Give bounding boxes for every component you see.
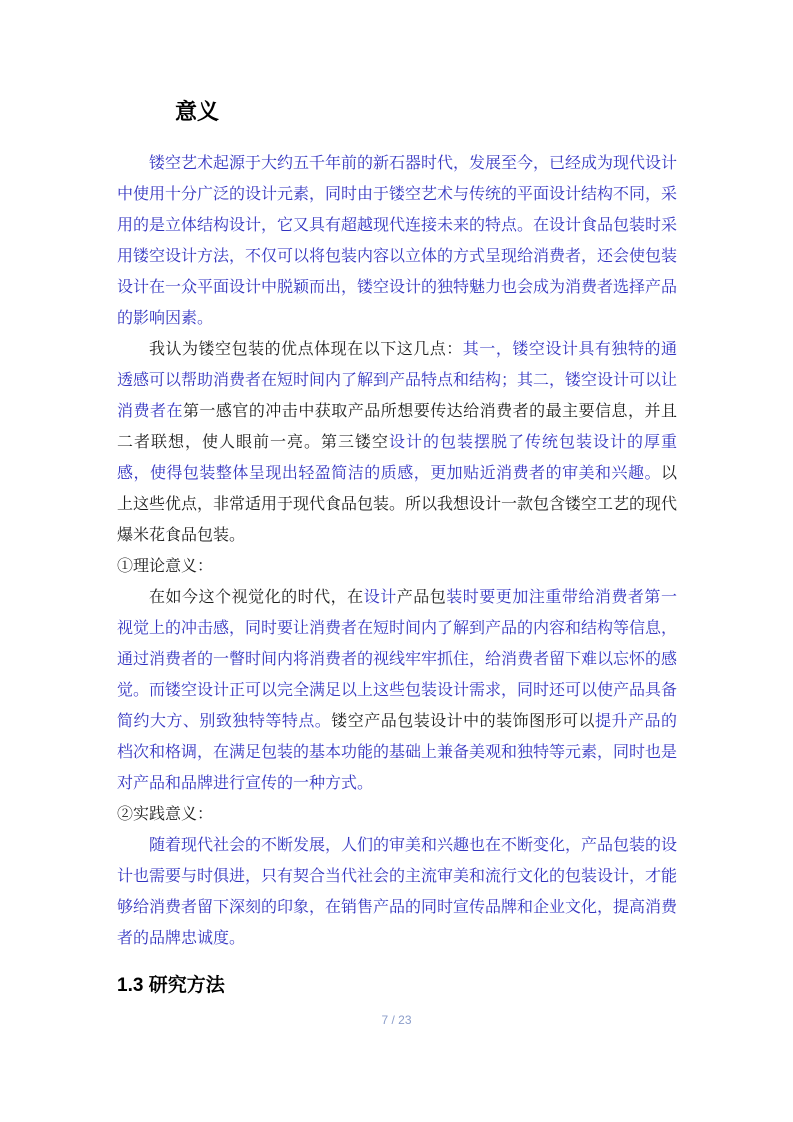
paragraph-theoretical-label (117, 551, 677, 582)
text-segment-black: ①理论意义： (117, 558, 214, 575)
paragraph-significance-intro (117, 148, 677, 334)
text-segment-blue: 装时要更加注重带给消费者第一视觉上的冲击感，同时要让消费者在短时间内了解到产品的内容和结构等信息，通过消费者的一瞥时间内将消费者的视线牢牢抓住，给消费者留下难以忘怀的感觉。而镂空设计正可以完全满足以上这些包装设计需求，同时还可以使产品具备简约大方、别致独特等特点。 (117, 589, 678, 730)
text-segment-black: 产品包 (396, 589, 447, 606)
text-segment-black: 第一感官的冲击中获取产品所想要传达给消费者的最主要信息，并且二者联想，使人眼前一亮。第三镂空 (117, 403, 677, 451)
paragraph-practical-significance (117, 830, 677, 954)
section-heading: 意义 (175, 99, 220, 124)
text-segment-black: ②实践意义： (117, 806, 214, 823)
text-segment-black: 在如今这个视觉化的时代，在 (149, 589, 364, 606)
text-segment-black: 镂空产品包装设计中的装饰图形可以 (331, 713, 596, 730)
subsection-heading: 1.3 研究方法 (117, 975, 225, 996)
text-segment-black: 以上这些优点，非常适用于现代食品包装。所以我想设计一款包含镂空工艺的现代爆米花食品包装。 (117, 465, 678, 544)
paragraph-practical-label (117, 799, 677, 830)
text-segment-blue: 镂空艺术起源于大约五千年前的新石器时代，发展至今，已经成为现代设计中使用十分广泛的设计元素，同时由于镂空艺术与传统的平面设计结构不同，采用的是立体结构设计，它又具有超越现代连接未来的特点。在设计食品包装时采用镂空设计方法，不仅可以将包装内容以立体的方式呈现给消费者，还会使包装设计在一众平面设计中脱颖而出，镂空设计的独特魅力也会成为消费者选择产品的影响因素。 (117, 155, 678, 327)
text-segment-black: 我认为镂空包装的优点体现在以下这几点： (149, 341, 463, 358)
text-segment-blue: 设计的包装摆脱了传统包装设计的厚重感，使得包装整体呈现出轻盈简洁的质感，更加贴近消费者的审美和兴趣。 (117, 434, 677, 482)
body-text (117, 148, 677, 954)
paragraph-advantages (117, 334, 677, 551)
paragraph-theoretical-significance (117, 582, 677, 799)
text-segment-blue: 设计 (363, 589, 397, 606)
text-segment-blue: 随着现代社会的不断发展，人们的审美和兴趣也在不断变化，产品包装的设计也需要与时俱进，只有契合当代社会的主流审美和流行文化的包装设计，才能够给消费者留下深刻的印象，在销售产品的同时宣传品牌和企业文化，提高消费者的品牌忠诚度。 (117, 837, 678, 947)
text-segment-blue: 提升产品的档次和格调，在满足包装的基本功能的基础上兼备美观和独特等元素，同时也是对产品和品牌进行宣传的一种方式。 (117, 713, 678, 792)
text-segment-blue: 其一，镂空设计具有独特的通透感可以帮助消费者在短时间内了解到产品特点和结构；其二，镂空设计可以让消费者在 (117, 341, 678, 420)
page-number-indicator: 7 / 23 (381, 1013, 412, 1027)
